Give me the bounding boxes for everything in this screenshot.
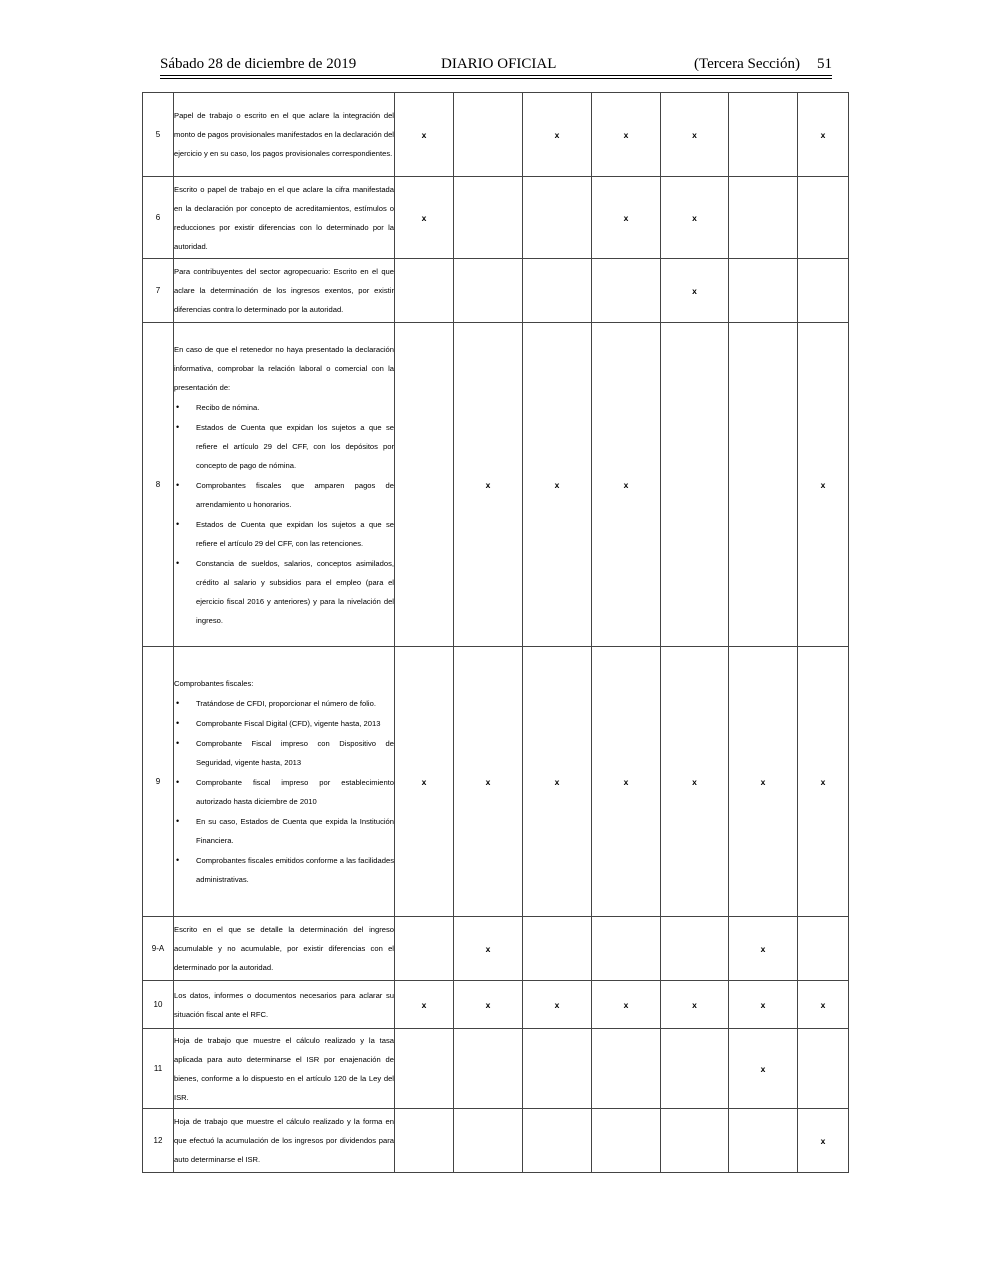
- mark-cell-col-4: [592, 259, 661, 323]
- requirement-bullet-item: • En su caso, Estados de Cuenta que expida la Institución Financiera.: [174, 812, 394, 850]
- mark-cell-col-4: [592, 981, 661, 1029]
- mark-cell-col-3: [523, 259, 592, 323]
- mark-cell-col-1: [395, 1029, 454, 1109]
- requirement-text: Hoja de trabajo que muestre el cálculo realizado y la tasa aplicada para auto determinarse el ISR por enajenación de bienes, conforme a lo dispuesto en el artículo 120 de la Ley del ISR.: [174, 1035, 394, 1102]
- mark-cell-col-3: [523, 917, 592, 981]
- x-mark: x: [623, 129, 629, 140]
- mark-cell-col-2: [454, 323, 523, 647]
- x-mark: x: [623, 999, 629, 1010]
- mark-cell-col-2: [454, 93, 523, 177]
- x-mark: x: [485, 479, 491, 490]
- mark-cell-col-5: [661, 981, 729, 1029]
- x-mark: x: [692, 999, 697, 1010]
- row-number: 10: [143, 981, 174, 1029]
- mark-cell-col-6: [729, 1029, 798, 1109]
- x-mark: x: [820, 1135, 826, 1146]
- requirement-description: [174, 259, 395, 323]
- x-mark: x: [692, 776, 697, 787]
- table-row: [143, 93, 849, 177]
- requirement-description: [174, 647, 395, 917]
- row-number: 8: [143, 323, 174, 647]
- x-mark: x: [421, 776, 427, 787]
- table-row: [143, 323, 849, 647]
- mark-cell-col-2: [454, 1109, 523, 1173]
- x-mark: x: [692, 129, 697, 140]
- mark-cell-col-5: [661, 1109, 729, 1173]
- requirement-description: [174, 1029, 395, 1109]
- requirement-bullet-list: [174, 398, 394, 630]
- requirement-text: Comprobantes fiscales:: [174, 679, 254, 688]
- mark-cell-col-1: [395, 259, 454, 323]
- table-row: [143, 177, 849, 259]
- requirement-bullet-item: • Comprobante Fiscal impreso con Dispositivo de Seguridad, vigente hasta, 2013: [174, 734, 394, 772]
- requirement-description: [174, 93, 395, 177]
- x-mark: x: [554, 776, 560, 787]
- table-row: [143, 917, 849, 981]
- mark-cell-col-3: [523, 323, 592, 647]
- requirement-bullet-item: • Constancia de sueldos, salarios, conceptos asimilados, crédito al salario y subsidios para el empleo (para el ejercicio fiscal 2016 y anteriores) y para la nivelación del ingreso.: [174, 554, 394, 630]
- x-mark: x: [692, 212, 697, 223]
- mark-cell-col-1: [395, 917, 454, 981]
- mark-cell-col-5: [661, 93, 729, 177]
- mark-cell-col-7: [798, 1029, 849, 1109]
- table-row: [143, 647, 849, 917]
- x-mark: x: [485, 776, 491, 787]
- requirement-text: Hoja de trabajo que muestre el cálculo realizado y la forma en que efectuó la acumulación de los ingresos por dividendos para auto determinarse el ISR.: [174, 1117, 394, 1164]
- requirement-bullet-item: • Recibo de nómina.: [174, 398, 394, 417]
- mark-cell-col-2: [454, 259, 523, 323]
- mark-cell-col-1: [395, 1109, 454, 1173]
- x-mark: x: [760, 999, 766, 1010]
- mark-cell-col-4: [592, 917, 661, 981]
- mark-cell-col-6: [729, 647, 798, 917]
- mark-cell-col-1: [395, 93, 454, 177]
- requirement-text: Papel de trabajo o escrito en el que aclare la integración del monto de pagos provisionales manifestados en la declaración del ejercicio y en su caso, los pagos provisionales correspondientes.: [174, 111, 394, 158]
- mark-cell-col-2: [454, 917, 523, 981]
- requirement-text: En caso de que el retenedor no haya presentado la declaración informativa, comprobar la relación laboral o comercial con la presentación de:: [174, 344, 394, 392]
- mark-cell-col-4: [592, 647, 661, 917]
- row-number: 12: [143, 1109, 174, 1173]
- x-mark: x: [623, 776, 629, 787]
- x-mark: x: [760, 776, 766, 787]
- mark-cell-col-4: [592, 1109, 661, 1173]
- x-mark: x: [485, 999, 491, 1010]
- x-mark: x: [820, 999, 826, 1010]
- row-number: 9-A: [143, 917, 174, 981]
- x-mark: x: [421, 999, 427, 1010]
- table-row: [143, 1029, 849, 1109]
- row-number: 7: [143, 259, 174, 323]
- row-number: 6: [143, 177, 174, 259]
- requirement-bullet-item: • Estados de Cuenta que expidan los sujetos a que se refiere el artículo 29 del CFF, con los depósitos por concepto de pago de nómina.: [174, 418, 394, 475]
- mark-cell-col-6: [729, 93, 798, 177]
- mark-cell-col-4: [592, 177, 661, 259]
- x-mark: x: [554, 129, 560, 140]
- mark-cell-col-2: [454, 647, 523, 917]
- mark-cell-col-3: [523, 981, 592, 1029]
- requirement-bullet-item: • Comprobantes fiscales emitidos conforme a las facilidades administrativas.: [174, 851, 394, 889]
- mark-cell-col-7: [798, 981, 849, 1029]
- header-page-number: 51: [817, 56, 832, 72]
- mark-cell-col-1: [395, 981, 454, 1029]
- mark-cell-col-5: [661, 259, 729, 323]
- requirement-bullet-item: • Estados de Cuenta que expidan los sujetos a que se refiere el artículo 29 del CFF, con las retenciones.: [174, 515, 394, 553]
- x-mark: x: [623, 212, 629, 223]
- mark-cell-col-5: [661, 1029, 729, 1109]
- requirement-bullet-item: • Tratándose de CFDI, proporcionar el número de folio.: [174, 694, 394, 713]
- requirement-description: [174, 177, 395, 259]
- requirement-bullet-item: • Comprobante Fiscal Digital (CFD), vigente hasta, 2013: [174, 714, 394, 733]
- requirements-table-body: [143, 93, 849, 1173]
- mark-cell-col-5: [661, 323, 729, 647]
- mark-cell-col-3: [523, 93, 592, 177]
- mark-cell-col-4: [592, 323, 661, 647]
- mark-cell-col-1: [395, 323, 454, 647]
- mark-cell-col-3: [523, 647, 592, 917]
- mark-cell-col-6: [729, 1109, 798, 1173]
- x-mark: x: [554, 479, 560, 490]
- requirement-description: [174, 917, 395, 981]
- row-number: 11: [143, 1029, 174, 1109]
- x-mark: x: [692, 285, 697, 296]
- x-mark: x: [820, 776, 826, 787]
- requirement-bullet-item: • Comprobante fiscal impreso por establecimiento autorizado hasta diciembre de 2010: [174, 773, 394, 811]
- requirement-text: Escrito o papel de trabajo en el que aclare la cifra manifestada en la declaración por concepto de acreditamientos, estímulos o reducciones por existir diferencias con lo determinado por la autoridad.: [174, 184, 394, 251]
- mark-cell-col-6: [729, 177, 798, 259]
- row-number: 5: [143, 93, 174, 177]
- mark-cell-col-7: [798, 323, 849, 647]
- mark-cell-col-1: [395, 177, 454, 259]
- x-mark: x: [421, 129, 427, 140]
- row-number: 9: [143, 647, 174, 917]
- table-row: [143, 1109, 849, 1173]
- mark-cell-col-2: [454, 981, 523, 1029]
- x-mark: x: [623, 479, 629, 490]
- x-mark: x: [820, 479, 826, 490]
- x-mark: x: [760, 1063, 766, 1074]
- header-rule-bottom: [160, 78, 832, 79]
- table-row: [143, 259, 849, 323]
- mark-cell-col-6: [729, 323, 798, 647]
- x-mark: x: [485, 943, 491, 954]
- mark-cell-col-5: [661, 647, 729, 917]
- mark-cell-col-3: [523, 1109, 592, 1173]
- mark-cell-col-6: [729, 259, 798, 323]
- mark-cell-col-7: [798, 177, 849, 259]
- mark-cell-col-7: [798, 1109, 849, 1173]
- requirement-text: Los datos, informes o documentos necesarios para aclarar su situación fiscal ante el RFC.: [174, 990, 394, 1019]
- mark-cell-col-3: [523, 1029, 592, 1109]
- x-mark: x: [554, 999, 560, 1010]
- requirement-description: [174, 981, 395, 1029]
- requirement-description: [174, 1109, 395, 1173]
- requirement-bullet-item: • Comprobantes fiscales que amparen pagos de arrendamiento u honorarios.: [174, 476, 394, 514]
- header-date: Sábado 28 de diciembre de 2019: [160, 56, 357, 72]
- page-header: [160, 56, 832, 76]
- mark-cell-col-6: [729, 917, 798, 981]
- mark-cell-col-5: [661, 917, 729, 981]
- mark-cell-col-7: [798, 259, 849, 323]
- mark-cell-col-4: [592, 93, 661, 177]
- requirement-bullet-list: [174, 694, 394, 889]
- header-publication-title: DIARIO OFICIAL: [441, 56, 557, 72]
- requirements-table: [142, 92, 849, 1173]
- mark-cell-col-7: [798, 93, 849, 177]
- header-section: (Tercera Sección): [694, 56, 800, 72]
- requirement-text: Para contribuyentes del sector agropecuario: Escrito en el que aclare la determinación de los ingresos exentos, por existir diferencias contra lo determinado por la autoridad.: [174, 267, 394, 314]
- x-mark: x: [820, 129, 826, 140]
- mark-cell-col-3: [523, 177, 592, 259]
- mark-cell-col-7: [798, 917, 849, 981]
- mark-cell-col-6: [729, 981, 798, 1029]
- mark-cell-col-2: [454, 177, 523, 259]
- table-row: [143, 981, 849, 1029]
- requirement-text: Escrito en el que se detalle la determinación del ingreso acumulable y no acumulable, por existir diferencias con el determinado por la autoridad.: [174, 925, 394, 972]
- x-mark: x: [421, 212, 427, 223]
- mark-cell-col-4: [592, 1029, 661, 1109]
- mark-cell-col-2: [454, 1029, 523, 1109]
- requirement-description: [174, 323, 395, 647]
- mark-cell-col-7: [798, 647, 849, 917]
- x-mark: x: [760, 943, 766, 954]
- header-rule-top: [160, 75, 832, 76]
- mark-cell-col-1: [395, 647, 454, 917]
- mark-cell-col-5: [661, 177, 729, 259]
